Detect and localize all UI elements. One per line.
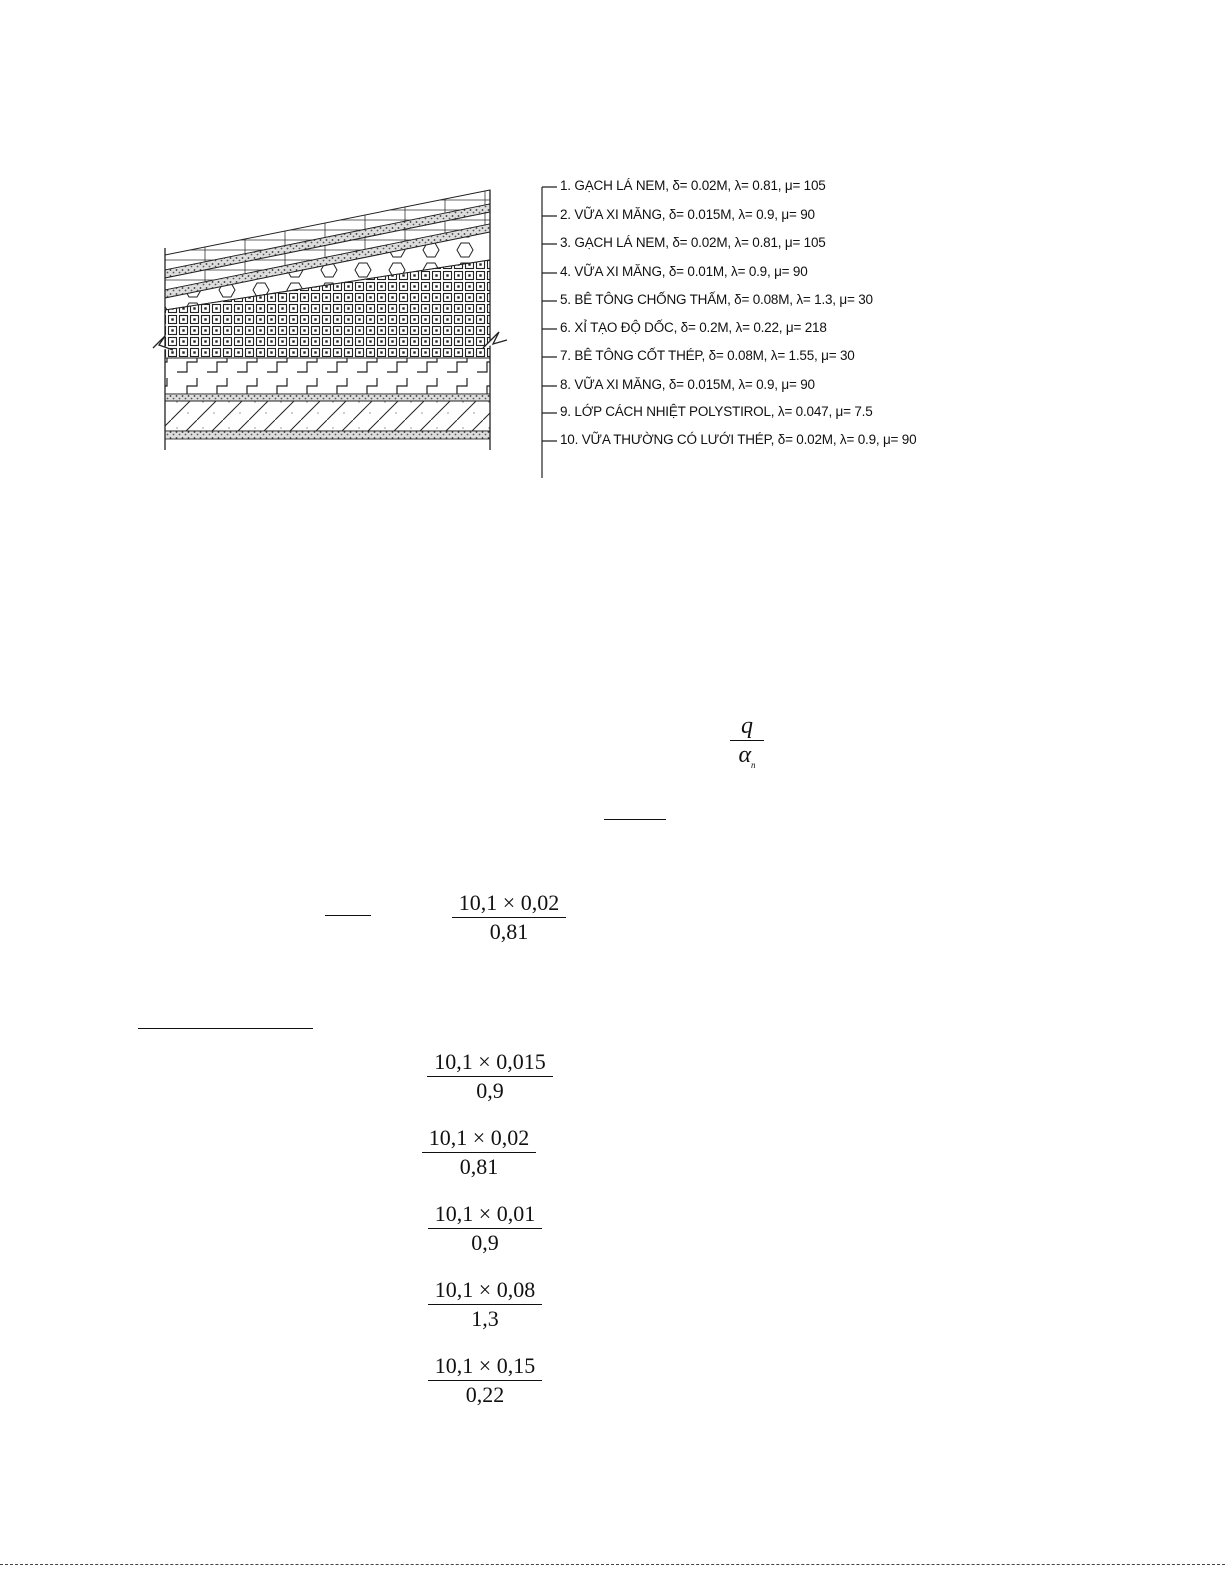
fraction-numerator: 10,1 × 0,02 <box>452 889 566 918</box>
fraction-denominator <box>730 741 764 779</box>
underline-rule <box>138 1028 313 1029</box>
fraction-bar <box>604 819 666 820</box>
fraction-denominator: 0,81 <box>489 919 529 944</box>
layer-mortar-third <box>165 394 490 401</box>
fraction-denominator: 0,9 <box>471 1230 499 1255</box>
layer-reinforced-concrete <box>165 358 490 394</box>
fraction-4 <box>428 1200 542 1257</box>
fraction-numerator: 10,1 × 0,01 <box>428 1200 542 1229</box>
page-break-line <box>0 1564 1225 1565</box>
legend-item: 2. VỮA XI MĂNG, δ= 0.015M, λ= 0.9, μ= 90 <box>560 207 815 222</box>
fraction-3 <box>422 1124 536 1181</box>
legend-item: 5. BÊ TÔNG CHỐNG THẤM, δ= 0.08M, λ= 1.3, μ= 30 <box>560 292 873 307</box>
fraction-2 <box>427 1048 553 1105</box>
fraction-6 <box>428 1352 542 1409</box>
legend-item: 4. VỮA XI MĂNG, δ= 0.01M, λ= 0.9, μ= 90 <box>560 264 808 279</box>
legend-item: 3. GẠCH LÁ NEM, δ= 0.02M, λ= 0.81, μ= 105 <box>560 235 826 250</box>
layer-mesh-mortar <box>165 431 490 439</box>
fraction-denominator: 0,81 <box>459 1154 499 1179</box>
legend-item: 7. BÊ TÔNG CỐT THÉP, δ= 0.08M, λ= 1.55, μ= 30 <box>560 348 855 363</box>
fraction-numerator: 10,1 × 0,15 <box>428 1352 542 1381</box>
alpha-subscript: n <box>751 759 756 770</box>
layer-polystirol-insulation <box>165 401 490 431</box>
legend-item: 9. LỚP CÁCH NHIỆT POLYSTIROL, λ= 0.047, μ= 7.5 <box>560 404 873 419</box>
fraction-denominator: 1,3 <box>471 1306 499 1331</box>
fraction-numerator: 10,1 × 0,015 <box>427 1048 553 1077</box>
fraction-numerator: q <box>730 712 764 741</box>
fraction-numerator: 10,1 × 0,08 <box>428 1276 542 1305</box>
fraction-5 <box>428 1276 542 1333</box>
q-over-alpha-fraction <box>730 712 764 779</box>
legend-leaders <box>542 187 557 478</box>
fraction-denominator: 0,22 <box>465 1382 505 1407</box>
fraction-1 <box>452 889 566 946</box>
legend-item: 10. VỮA THƯỜNG CÓ LƯỚI THÉP, δ= 0.02M, λ= 0.9, μ= 90 <box>560 432 917 447</box>
fraction-numerator: 10,1 × 0,02 <box>422 1124 536 1153</box>
fraction-bar <box>325 915 371 916</box>
alpha-symbol: α <box>738 742 752 768</box>
legend-item: 1. GẠCH LÁ NEM, δ= 0.02M, λ= 0.81, μ= 105 <box>560 178 826 193</box>
fraction-denominator: 0,9 <box>476 1078 504 1103</box>
legend-item: 6. XỈ TẠO ĐỘ DỐC, δ= 0.2M, λ= 0.22, μ= 218 <box>560 320 827 335</box>
legend-item: 8. VỮA XI MĂNG, δ= 0.015M, λ= 0.9, μ= 90 <box>560 377 815 392</box>
